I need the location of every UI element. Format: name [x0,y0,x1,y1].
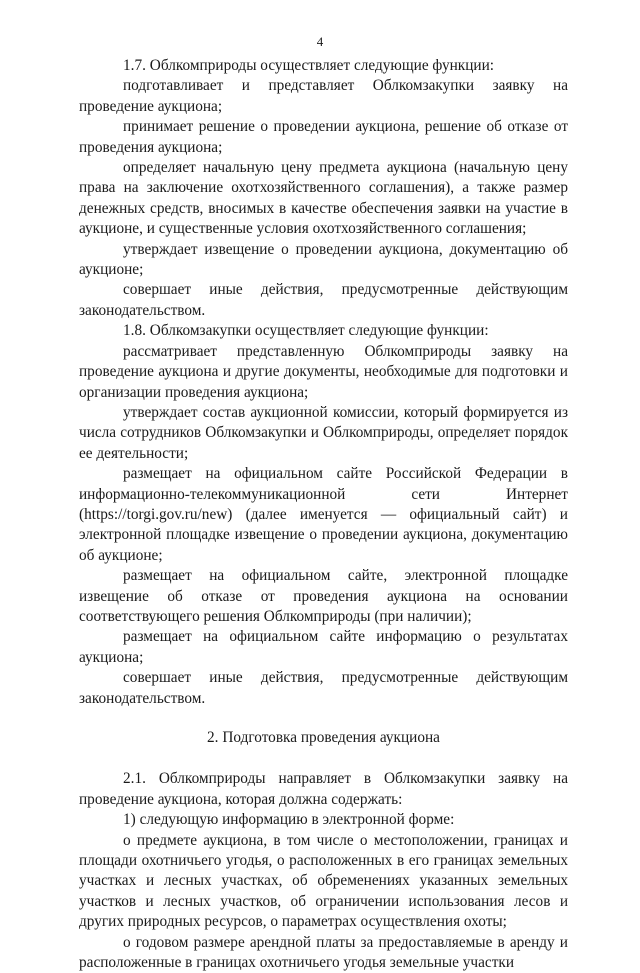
page-number: 4 [316,34,324,49]
paragraph: размещает на официальном сайте информацию о результатах аукциона; [79,628,568,666]
paragraph: определяет начальную цену предмета аукциона (начальную цену права на заключение охотхозяйственного соглашения), а также размер денежных средств, вносимых в качестве обеспечения заявки на участие в аукционе, и существенные условия охотхозяйственного соглашения; [79,159,568,238]
paragraph: утверждает состав аукционной комиссии, который формируется из числа сотрудников Облкомзакупки и Облкомприроды, определяет порядок ее деятельности; [79,403,568,462]
paragraph: принимает решение о проведении аукциона, решение об отказе от проведения аукциона; [79,118,568,156]
paragraph: утверждает извещение о проведении аукциона, документацию об аукционе; [79,240,568,279]
paragraph: размещает на официальном сайте, электронной площадке извещение об отказе от проведения аукциона на основании соответствующего решения Облкомприроды (при наличии); [79,567,568,625]
paragraph: 2.1. Облкомприроды направляет в Облкомзакупки заявку на проведение аукциона, которая должна содержать: [79,770,568,808]
paragraph: о годовом размере арендной платы за предоставляемые в аренду и расположенные в границах охотничьего угодья земельные участки [79,933,568,972]
paragraph: о предмете аукциона, в том числе о местоположении, границах и площади охотничьего угодья, о расположенных в его границах земельных участках и лесных участках, об обременениях указанных земельных участков и лесных участков, об ограничении использования лесов и других природных ресурсов, о параметрах осуществления охоты; [79,831,568,931]
paragraph: совершает иные действия, предусмотренные действующим законодательством. [79,281,568,319]
paragraph: рассматривает представленную Облкомприроды заявку на проведение аукциона и другие документы, необходимые для подготовки и организации проведения аукциона; [79,342,568,401]
paragraph: совершает иные действия, предусмотренные действующим законодательством. [79,669,568,707]
paragraph: 1) следующую информацию в электронной форме: [123,811,455,829]
paragraph: подготавливает и представляет Облкомзакупки заявку на проведение аукциона; [79,77,568,115]
section-heading: 2. Подготовка проведения аукциона [207,729,440,746]
paragraph: 1.8. Облкомзакупки осуществляет следующие функции: [123,322,489,340]
paragraph: 1.7. Облкомприроды осуществляет следующие функции: [123,57,495,74]
paragraph: размещает на официальном сайте Российской Федерации в информационно-телекоммуникационной сети Интернет (https://torgi.gov.ru/new) (далее именуется — официальный сайт) и электронной площадке извещение о проведении аукциона, документацию об аукционе; [79,465,568,564]
document-body [79,56,568,973]
